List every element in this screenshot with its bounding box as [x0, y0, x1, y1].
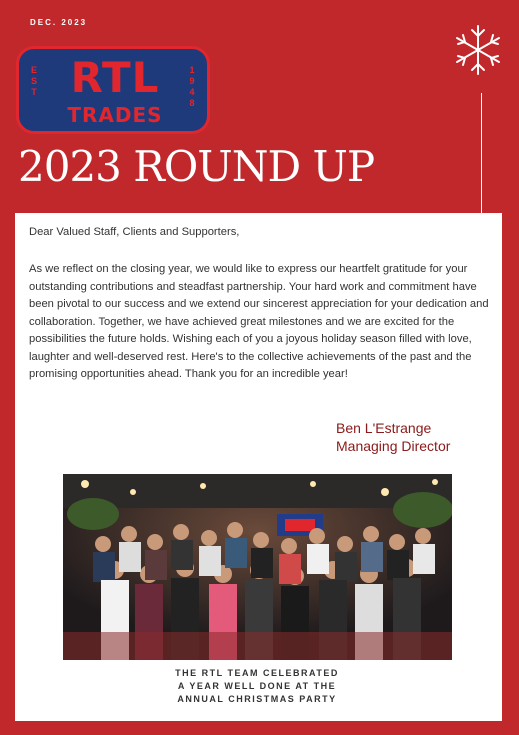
rtl-trades-logo — [16, 46, 210, 134]
logo-est-text: E S T — [30, 65, 37, 97]
issue-date: DEC. 2023 — [30, 18, 88, 27]
logo-subtitle: TRADES — [67, 103, 163, 127]
greeting: Dear Valued Staff, Clients and Supporters, — [29, 226, 240, 238]
letter-body: As we reflect on the closing year, we would like to express our heartfelt gratitude for your outstanding contributions and steadfast partnership. Your hard work and commitment have been pivotal to our success and we extend our sincerest appreciation for your dedication and collaboration. Together, we have achieved great milestones and we are excited for the possibilities the future holds. Wishing each of you a joyous holiday season filled with love, laughter and well-deserved rest. Here's to the collective achievements of the past and the promising opportunities ahead. Thank you for an incredible year! — [29, 263, 489, 380]
logo-mark: RTL — [70, 53, 160, 102]
page-title: 2023 ROUND UP — [18, 142, 375, 191]
signature — [336, 419, 450, 455]
signature-name: Ben L'Estrange — [336, 420, 432, 436]
signature-title: Managing Director — [336, 438, 451, 454]
decorative-line — [481, 93, 482, 213]
snowflake-icon — [452, 24, 504, 76]
caption-line-3: ANNUAL CHRISTMAS PARTY — [177, 694, 337, 704]
logo-year-text: 1 9 4 8 — [189, 65, 195, 108]
photo-caption — [115, 667, 399, 706]
caption-line-1: THE RTL TEAM CELEBRATED — [175, 668, 339, 678]
team-party-photo — [63, 474, 452, 660]
letter-card — [15, 213, 502, 721]
caption-line-2: A YEAR WELL DONE AT THE — [177, 681, 337, 691]
